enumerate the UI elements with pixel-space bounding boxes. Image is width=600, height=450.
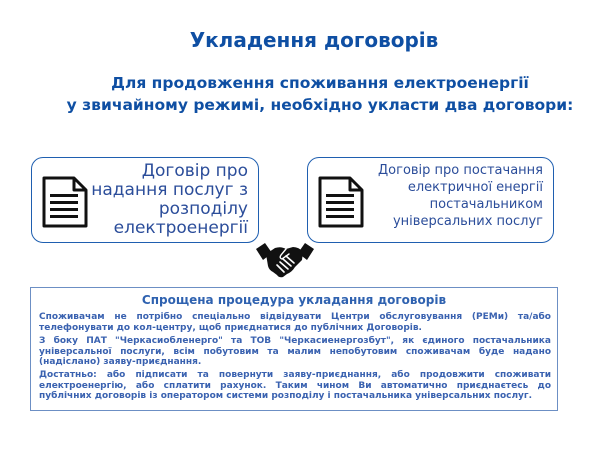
card-line: електроенергії [113, 218, 248, 238]
card-line: Договір про постачання [378, 163, 543, 178]
card-line: постачальником [429, 197, 543, 212]
page-subtitle [40, 72, 600, 116]
card-text [88, 162, 248, 238]
card-line: розподілу [158, 199, 248, 219]
subtitle-line-2: у звичайному режимі, необхідно укласти два договори: [66, 96, 574, 114]
page-title: Укладення договорів [189, 28, 439, 52]
card-line: Договір про [141, 161, 248, 181]
card-line: електричної енергії [407, 180, 543, 195]
card-supply-contract [307, 157, 554, 243]
card-line: універсальних послуг [392, 214, 543, 229]
simplified-procedure-box [30, 287, 558, 411]
card-text [343, 162, 543, 230]
handshake-icon [255, 239, 315, 281]
card-line: надання послуг з [91, 180, 248, 200]
procedure-title: Спрощена процедура укладання договорів [141, 293, 447, 307]
procedure-paragraph: Споживачам не потрібно спеціально відвідувати Центри обслуговування (РЕМи) та/або телефонувати до кол-центру, щоб приєднатися до публічних Договорів. [39, 312, 551, 333]
procedure-paragraph: З боку ПАТ "Черкасиобленерго" та ТОВ "Черкасиенергозбут", як єдиного постачальника універсальної послуги, всім побутовим та малим непобутовим споживачам буде надано (надіслано) заяву-приєднання. [39, 336, 551, 367]
subtitle-line-1: Для продовження споживання електроенергії [111, 74, 529, 92]
procedure-paragraph: Достатньо: або підписати та повернути заяву-приєднання, або продовжити споживати електроенергію, або сплатити рахунок. Таким чином Ви автоматично приєднаєтесь до публічних договорів із оператором системи розподілу і постачальника універсальних послуг. [39, 370, 551, 401]
document-icon [42, 176, 88, 228]
card-distribution-contract [31, 157, 259, 243]
